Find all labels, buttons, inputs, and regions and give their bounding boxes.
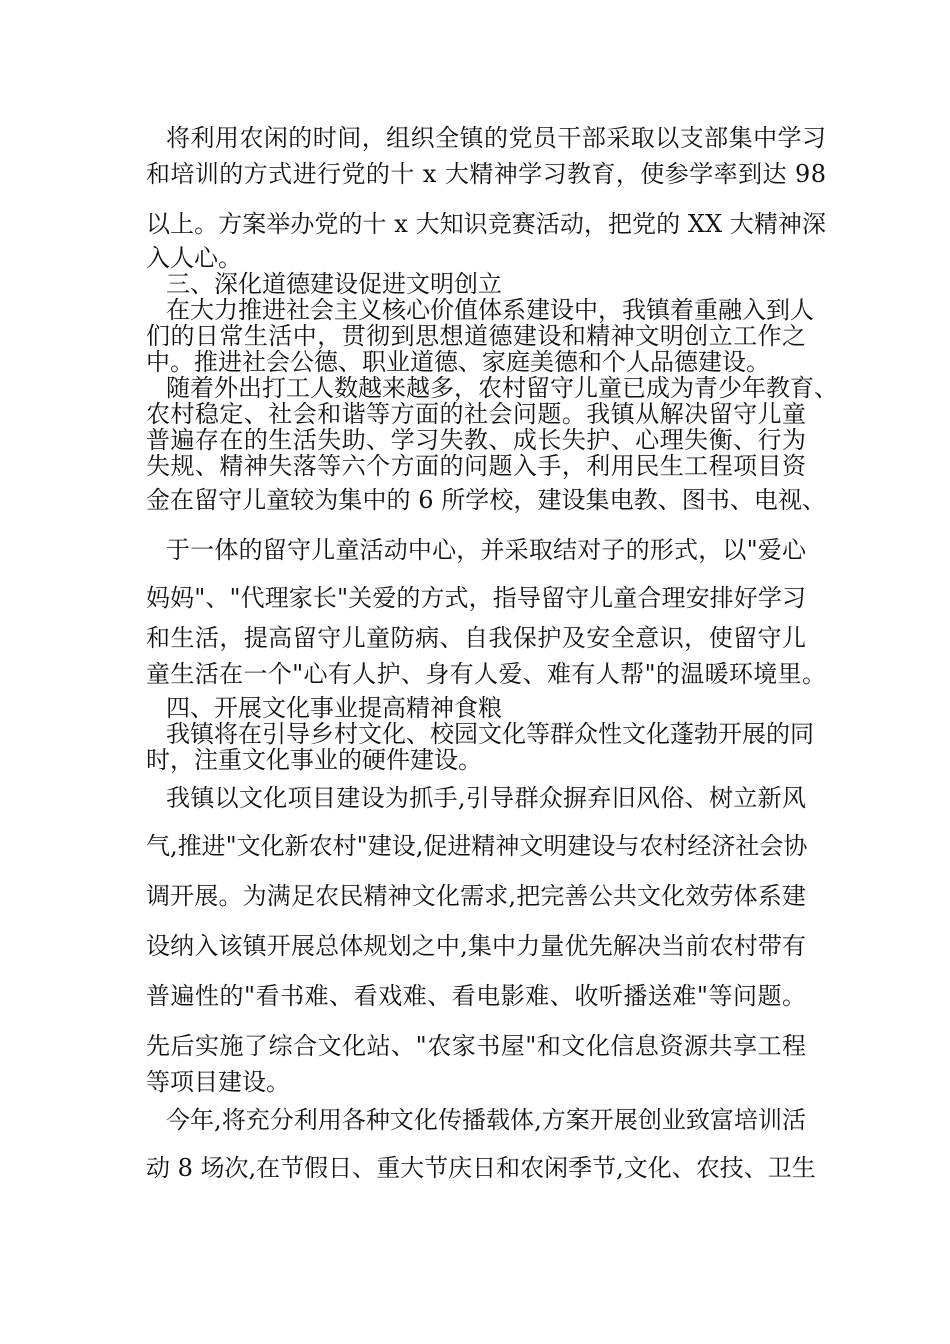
text-line: 普遍存在的生活失助、学习失教、成长失护、心理失衡、行为 <box>146 426 807 454</box>
text-line: 农村稳定、社会和谐等方面的社会问题。我镇从解决留守儿童 <box>146 400 807 428</box>
text-line: 时，注重文化事业的硬件建设。 <box>146 746 482 774</box>
text-line: 气,推进"文化新农村"建设,促进精神文明建设与农村经济社会协 <box>146 832 808 860</box>
section-heading: 三、深化道德建设促进文明创立 <box>166 270 502 298</box>
text-line: 以上。方案举办党的十 x 大知识竞赛活动，把党的 XX 大精神深 <box>146 210 827 238</box>
text-line: 入人心。 <box>146 244 242 272</box>
text-line: 调开展。为满足农民精神文化需求,把完善公共文化效劳体系建 <box>146 882 807 910</box>
text-line: 动 8 场次,在节假日、重大节庆日和农闲季节,文化、农技、卫生 <box>146 1154 816 1182</box>
text-line: 今年,将充分利用各种文化传播载体,方案开展创业致富培训活 <box>166 1106 807 1134</box>
text-line: 先后实施了综合文化站、"农家书屋"和文化信息资源共享工程 <box>146 1032 807 1060</box>
text-line: 妈妈"、"代理家长"关爱的方式，指导留守儿童合理安排好学习 <box>146 584 807 612</box>
text-line: 失规、精神失落等六个方面的问题入手，利用民生工程项目资 <box>146 452 807 480</box>
text-line: 将利用农闲的时间，组织全镇的党员干部采取以支部集中学习 <box>166 124 827 152</box>
text-line: 普遍性的"看书难、看戏难、看电影难、收听播送难"等问题。 <box>146 982 807 1010</box>
text-line: 我镇以文化项目建设为抓手,引导群众摒弃旧风俗、树立新风 <box>166 784 807 812</box>
text-line: 随着外出打工人数越来越多，农村留守儿童已成为青少年教育、 <box>166 374 838 402</box>
text-line: 和培训的方式进行党的十 x 大精神学习教育，使参学率到达 98 <box>146 160 827 188</box>
text-line: 于一体的留守儿童活动中心，并采取结对子的形式，以"爱心 <box>166 536 807 564</box>
text-line: 和生活，提高留守儿童防病、自我保护及安全意识，使留守儿 <box>146 624 807 652</box>
text-line: 金在留守儿童较为集中的 6 所学校，建设集电教、图书、电视、 <box>146 486 827 514</box>
text-line: 设纳入该镇开展总体规划之中,集中力量优先解决当前农村带有 <box>146 932 807 960</box>
text-line: 们的日常生活中，贯彻到思想道德建设和精神文明创立工作之 <box>146 322 807 350</box>
text-line: 中。推进社会公德、职业道德、家庭美德和个人品德建设。 <box>146 348 770 376</box>
text-line: 童生活在一个"心有人护、身有人爱、难有人帮"的温暖环境里。 <box>146 660 827 688</box>
section-heading: 四、开展文化事业提高精神食粮 <box>166 694 502 722</box>
text-line: 我镇将在引导乡村文化、校园文化等群众性文化蓬勃开展的同 <box>166 720 814 748</box>
text-line: 等项目建设。 <box>146 1068 290 1096</box>
text-line: 在大力推进社会主义核心价值体系建设中，我镇着重融入到人 <box>166 296 814 324</box>
